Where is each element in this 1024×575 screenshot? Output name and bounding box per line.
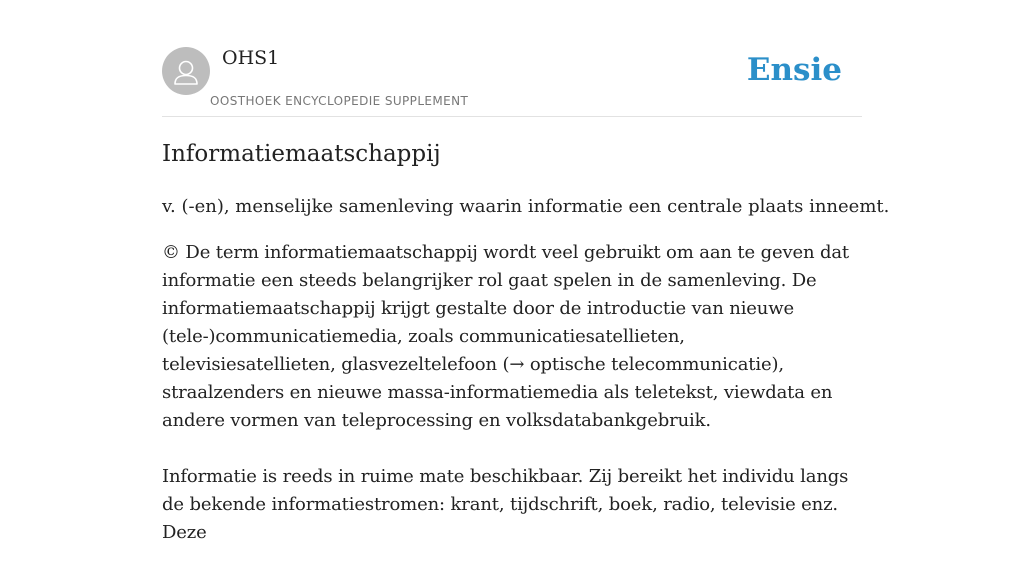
- article-definition: v. (-en), menselijke samenleving waarin informatie een centrale plaats inneemt.: [162, 196, 890, 217]
- article-paragraph: © De term informatiemaatschappij wordt veel gebruikt om aan te geven dat informatie een steeds belangrijker rol gaat spelen in de samenleving. De informatiemaatschappij krijgt gestalte door de introductie van nieuwe (tele-)communicatiemedia, zoals communicatiesatellieten, televisiesatellieten, glasvezeltelefoon (→ optische telecommunicatie), straalzenders en nieuwe massa-informatiemedia als teletekst, viewdata en andere vormen van teleprocessing en volksdatabankgebruik.: [162, 242, 850, 431]
- user-icon: [162, 47, 210, 95]
- source-name[interactable]: OOSTHOEK ENCYCLOPEDIE SUPPLEMENT: [210, 94, 469, 108]
- article-page: [162, 0, 890, 543]
- article-title: Informatiemaatschappij: [162, 141, 441, 167]
- article-header: [162, 0, 862, 117]
- ensie-logo[interactable]: Ensie: [746, 52, 842, 88]
- user-avatar[interactable]: [162, 47, 210, 95]
- article-body: [162, 239, 862, 575]
- article-paragraph: Informatie is reeds in ruime mate beschikbaar. Zij bereikt het individu langs de bekende informatiestromen: krant, tijdschrift, boek, radio, televisie enz. Deze: [162, 466, 849, 543]
- author-name[interactable]: OHS1: [222, 47, 280, 69]
